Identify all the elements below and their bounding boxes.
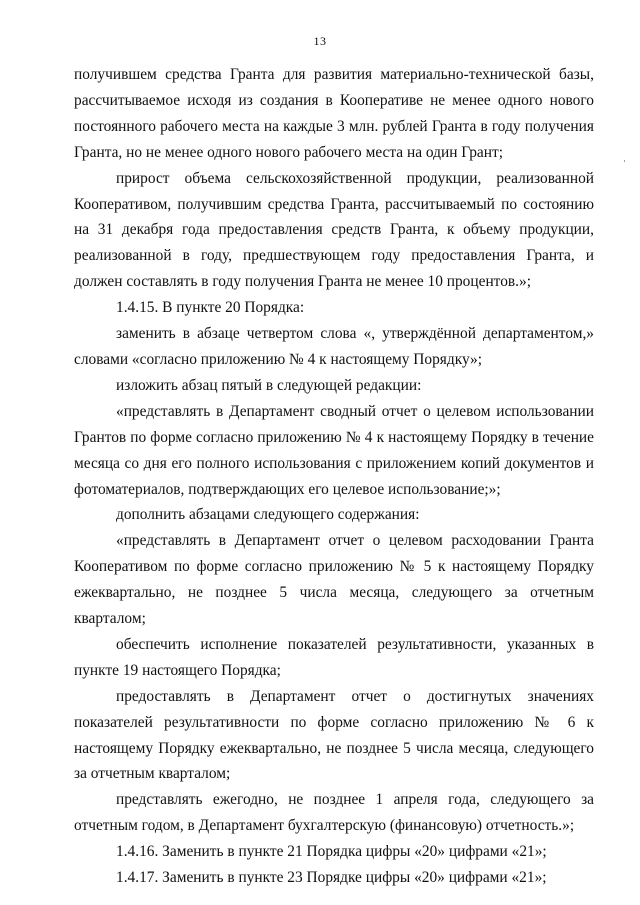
paragraph-item-1-4-16: 1.4.16. Заменить в пункте 21 Порядка цифры «20» цифрами «21»; xyxy=(116,843,547,861)
paragraph-continuation: получившем средства Гранта для развития материально-технической базы, рассчитываемое исходя из создания в Кооперативе не менее одного нового постоянного рабочего места на каждые 3 млн. рублей Гранта в году получения Гранта, но не менее одного нового рабочего места на один Грант; xyxy=(74,66,594,161)
paragraph-production-growth: прирост объема сельскохозяйственной продукции, реализованной Кооперативом, получившим средства Гранта, рассчитываемый по состоянию на 31 декабря года предоставления средств Гранта, к объему продукции, реализованной в году, предшествующем году предоставления Гранта, и должен составлять в году получения Гранта не менее 10 процентов.»; xyxy=(74,169,594,291)
page-number: 13 xyxy=(313,34,327,48)
paragraph-add-subparagraphs: дополнить абзацами следующего содержания: xyxy=(116,506,420,524)
paragraph-ensure-indicators: обеспечить исполнение показателей результативности, указанных в пункте 19 настоящего Порядка; xyxy=(74,635,594,679)
paragraph-item-1-4-17: 1.4.17. Заменить в пункте 23 Порядке цифры «20» цифрами «21»; xyxy=(116,869,547,887)
paragraph-summary-report: «представлять в Департамент сводный отчет о целевом использовании Грантов по форме согласно приложению № 4 к настоящему Порядку в течение месяца со дня его полного использования с приложением копий документов и фотоматериалов, подтверждающих его целевое использование;»; xyxy=(74,402,594,498)
document-body xyxy=(74,62,594,891)
paragraph-item-1-4-15: 1.4.15. В пункте 20 Порядка: xyxy=(116,299,305,317)
paragraph-quarterly-report: «представлять в Департамент отчет о целевом расходовании Гранта Кооперативом по форме согласно приложению № 5 к настоящему Порядку ежеквартально, не позднее 5 числа месяца, следующего за отчетным кварталом; xyxy=(74,532,594,628)
paragraph-annual-accounts: представлять ежегодно, не позднее 1 апреля года, следующего за отчетным годом, в Департамент бухгалтерскую (финансовую) отчетность.»; xyxy=(74,791,594,835)
paragraph-restate-fifth: изложить абзац пятый в следующей редакции: xyxy=(116,376,422,394)
paragraph-replace-words: заменить в абзаце четвертом слова «, утверждённой департаментом,» словами «согласно приложению № 4 к настоящему Порядку»; xyxy=(74,325,594,368)
paragraph-indicators-report: предоставлять в Департамент отчет о достигнутых значениях показателей результативности по форме согласно приложению № 6 к настоящему Порядку ежеквартально, не позднее 5 числа месяца, следующего за отчетным кварталом; xyxy=(74,687,594,783)
scan-mark xyxy=(624,160,625,162)
